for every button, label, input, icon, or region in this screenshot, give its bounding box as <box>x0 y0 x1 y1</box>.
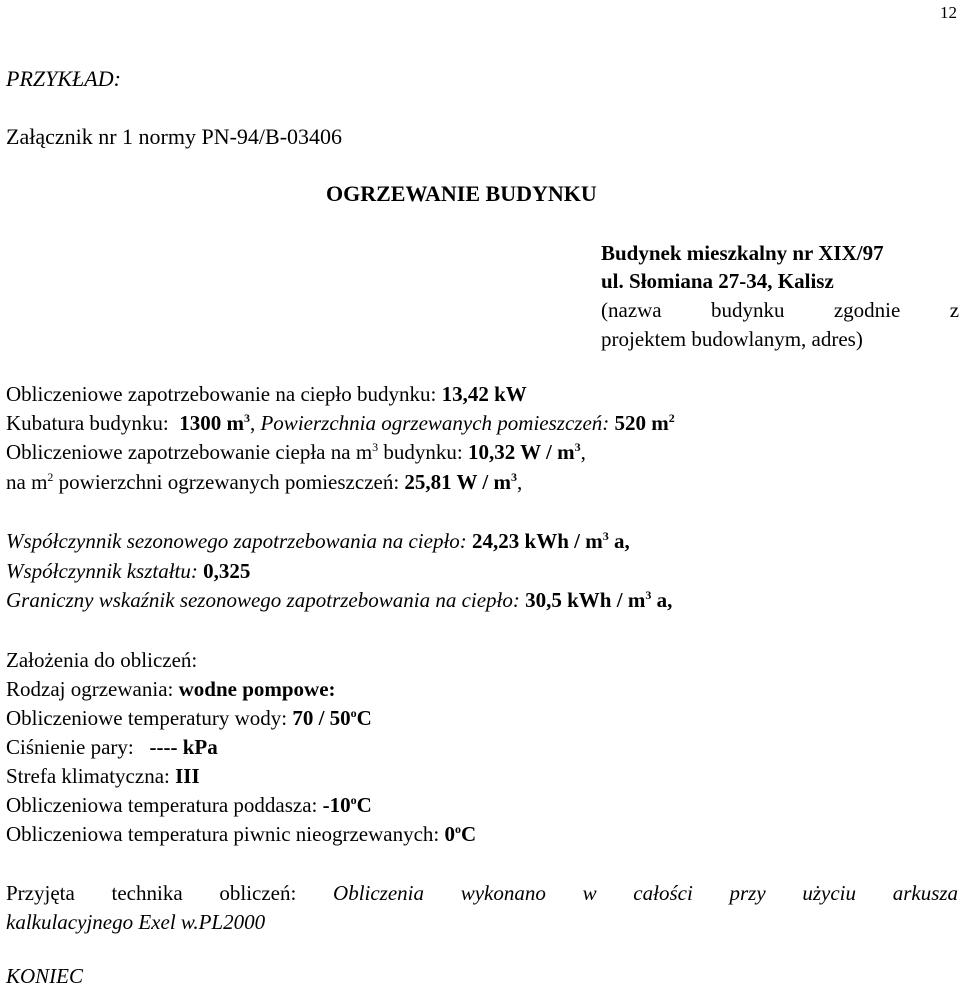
water-temp-sup: o <box>350 706 357 720</box>
per-m2-label-b: powierzchni ogrzewanych pomieszczeń: <box>58 470 400 494</box>
basement-label: Obliczeniowa temperatura piwnic nieogrzewanych: <box>6 822 440 846</box>
steam-row <box>6 737 218 758</box>
water-temp-value: 70 / 50 <box>292 706 351 730</box>
note-word: budynku <box>710 298 785 322</box>
attic-sup: o <box>350 793 357 807</box>
attic-label: Obliczeniowa temperatura poddasza: <box>6 793 318 817</box>
heat-demand-label: Obliczeniowe zapotrzebowanie na ciepło budynku: <box>6 382 437 406</box>
per-m3-label-b: budynku: <box>383 440 463 464</box>
attic-unit: C <box>356 793 372 817</box>
climate-label: Strefa klimatyczna: <box>6 764 170 788</box>
heating-type-label: Rodzaj ogrzewania: <box>6 677 174 701</box>
technique-word: arkusza <box>892 881 959 905</box>
limit-label: Graniczny wskaźnik sezonowego zapotrzebowania na ciepło: <box>6 588 520 612</box>
note-word: zgodnie <box>833 298 901 322</box>
seasonal-unit-tail: a, <box>613 529 630 553</box>
seasonal-label: Współczynnik sezonowego zapotrzebowania na ciepło: <box>6 529 467 553</box>
technique-line1 <box>6 883 958 904</box>
volume-area-row: Kubatura budynku: 1300 $m^3$, Powierzchnia ogrzewanych pomieszczeń: 520 $m^2$ <box>6 411 675 435</box>
limit-exp: 3 <box>645 588 652 602</box>
per-m3-row: Obliczeniowe zapotrzebowanie ciepła na $m^3$ budynku: 10,32 W / $m^3$, <box>6 440 586 464</box>
heat-demand-row <box>6 384 527 405</box>
per-m3-value-exp: 3 <box>574 440 581 454</box>
climate-row <box>6 766 200 787</box>
heat-demand-value: 13,42 kW <box>441 382 527 406</box>
technique-word: obliczeń: <box>219 881 297 905</box>
building-street: ul. Słomiana 27-34, Kalisz <box>601 269 834 293</box>
attic-row <box>6 795 372 816</box>
heating-type-row <box>6 679 336 700</box>
technique-word: przy <box>729 881 766 905</box>
steam-value: ---- kPa <box>149 735 218 759</box>
technique-word: użyciu <box>802 881 857 905</box>
technique-word: wykonano <box>460 881 546 905</box>
per-m3-label-exp: 3 <box>372 440 379 454</box>
water-temp-label: Obliczeniowe temperatury wody: <box>6 706 288 730</box>
note-word: (nazwa <box>601 298 662 322</box>
example-label: PRZYKŁAD: <box>6 66 121 91</box>
basement-sup: o <box>454 822 461 836</box>
area-value: 520 m <box>614 411 669 435</box>
limit-unit-tail: a, <box>656 588 673 612</box>
seasonal-value: 24,23 kWh / m <box>472 529 603 553</box>
basement-unit: C <box>460 822 477 846</box>
building-note-line2: projektem budowlanym, adres) <box>601 327 863 351</box>
area-exp: 2 <box>668 411 675 425</box>
building-note-line1 <box>601 300 959 321</box>
technique-word: całości <box>633 881 693 905</box>
shape-value: 0,325 <box>203 559 251 583</box>
assumptions-heading: Założenia do obliczeń: <box>6 648 198 672</box>
heating-type-value: wodne pompowe: <box>178 677 336 701</box>
technique-word: w <box>582 881 597 905</box>
seasonal-row <box>6 531 630 552</box>
end-label: KONIEC <box>6 964 84 988</box>
limit-value: 30,5 kWh / m <box>525 588 646 612</box>
shape-row <box>6 561 250 582</box>
area-label: Powierzchnia ogrzewanych pomieszczeń: <box>260 411 610 435</box>
page-number: 12 <box>940 3 957 22</box>
technique-word: Obliczenia <box>333 881 425 905</box>
shape-label: Współczynnik kształtu: <box>6 559 198 583</box>
per-m2-label-exp: 2 <box>47 470 54 484</box>
per-m2-value-exp: 3 <box>511 470 517 484</box>
basement-row <box>6 824 476 845</box>
technique-word: technika <box>111 881 183 905</box>
per-m2-value: 25,81 W / m <box>404 470 511 494</box>
basement-value: 0 <box>444 822 455 846</box>
water-temp-unit: C <box>356 706 372 730</box>
steam-label: Ciśnienie pary: <box>6 735 134 759</box>
volume-value: 1300 m <box>179 411 244 435</box>
per-m3-value: 10,32 W / m <box>468 440 575 464</box>
water-temp-row <box>6 708 372 729</box>
note-word: z <box>949 298 960 322</box>
per-m2-row: na $m^2$ powierzchni ogrzewanych pomieszczeń: 25,81 W / $m^3$, <box>6 470 523 494</box>
climate-value: III <box>175 764 200 788</box>
seasonal-exp: 3 <box>602 529 609 543</box>
limit-row <box>6 590 672 611</box>
main-title: OGRZEWANIE BUDYNKU <box>326 181 597 206</box>
building-name: Budynek mieszkalny nr XIX/97 <box>601 241 884 265</box>
technique-word: Przyjęta <box>6 881 75 905</box>
per-m2-label-a: na m <box>6 470 48 494</box>
attachment-line: Załącznik nr 1 normy PN-94/B-03406 <box>6 124 343 149</box>
volume-label: Kubatura budynku: <box>6 411 169 435</box>
attic-value: -10 <box>322 793 351 817</box>
per-m3-label-a: Obliczeniowe zapotrzebowanie ciepła na m <box>6 440 373 464</box>
technique-line2: kalkulacyjnego Exel w.PL2000 <box>6 910 266 934</box>
volume-exp: 3 <box>243 411 250 425</box>
